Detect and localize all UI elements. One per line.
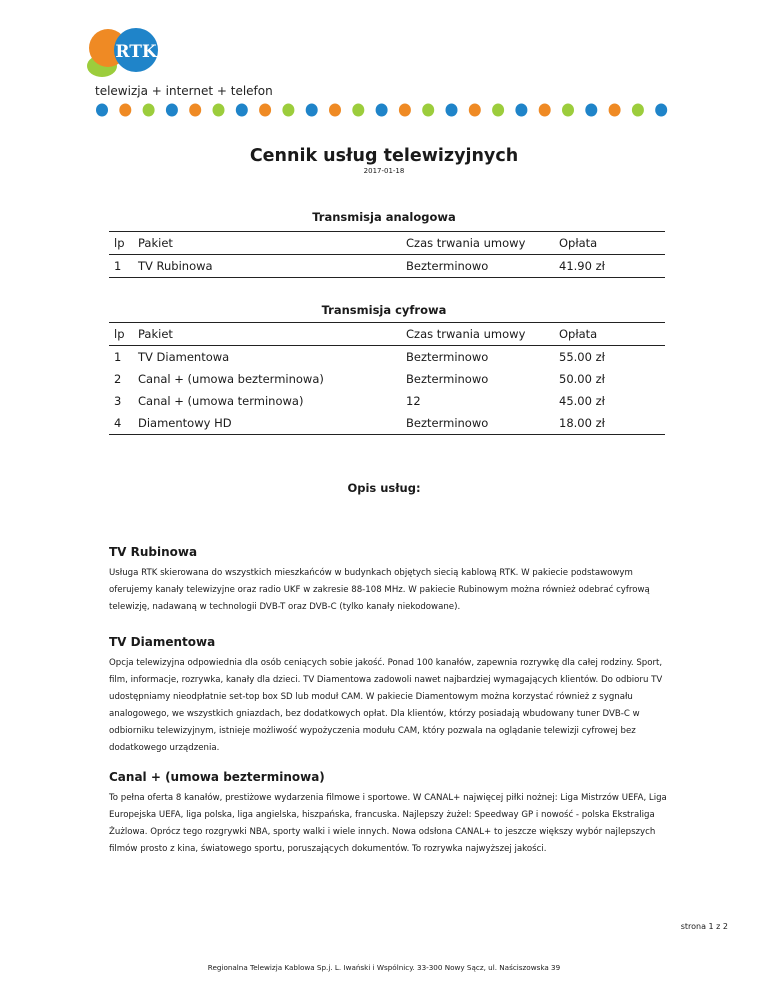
decorative-dot-row xyxy=(96,102,676,118)
col-lp-header: lp xyxy=(109,232,138,255)
cell-czas: Bezterminowo xyxy=(406,412,559,435)
page-title: Cennik usług telewizyjnych xyxy=(249,146,519,166)
description-text: Usługa RTK skierowana do wszystkich mieszkańców w budynkach objętych siecią kablową RTK. W pakiecie podstawowym oferujemy kanały telewizyjne oraz radio UKF w zakresie 88-108 MHz. W pakiecie Rubinowym można również odebrać cyfrową telewizję, nadawaną w technologii DVB-T oraz DVB-C (tylko kanały niekodowane). xyxy=(109,568,650,612)
description-text: Opcja telewizyjna odpowiednia dla osób ceniących sobie jakość. Ponad 100 kanałów, zapewnia rozrywkę dla całej rodziny. Sport, film, informacje, rozrywka, kanały dla dzieci. TV Diamentowa zadowoli nawet najbardziej wymagających klientów. Do odbioru TV udostępniamy nieodpłatnie set-top box SD lub moduł CAM. W pakiecie Diamentowym można korzystać również z sygnału analogowego, we wszystkich gniazdach, bez dodatkowych opłat. Dla klientów, którzy posiadają wbudowany tuner DVB-C w odbiorniku telewizyjnym, istnieje możliwość wypożyczenia modułu CAM, który pozwala na oglądanie telewizji cyfrowej bez dodatkowego urządzenia. xyxy=(109,658,663,753)
cell-oplata: 18.00 zł xyxy=(559,412,665,435)
analog-section-title: Transmisja analogowa xyxy=(312,210,456,224)
decorative-dot xyxy=(96,104,108,117)
decorative-dot xyxy=(422,104,434,117)
description-block xyxy=(109,770,669,858)
services-description-heading: Opis usług: xyxy=(347,481,421,495)
table-row xyxy=(109,412,665,435)
digital-section-title: Transmisja cyfrowa xyxy=(321,303,447,317)
cell-czas: Bezterminowo xyxy=(406,350,489,364)
col-czas-header: Czas trwania umowy xyxy=(406,232,559,255)
description-text: To pełna oferta 8 kanałów, prestiżowe wydarzenia filmowe i sportowe. W CANAL+ najwięcej piłki nożnej: Liga Mistrzów UEFA, Liga Europejska UEFA, liga polska, liga angielska, hiszpańska, francuska. Najlepszy żużel: Speedway GP i nowość - polska Ekstraliga Żużlowa. Oprócz tego rozgrywki NBA, sporty walki i wiele innych. Nowa odsłona CANAL+ to jeszcze większy wybór najlepszych filmów prosto z kina, światowego sportu, poruszających dokumentów. To rozrywka najwyższej jakości. xyxy=(109,793,667,854)
cell-pakiet: Diamentowy HD xyxy=(138,412,406,435)
cell-lp: 2 xyxy=(114,372,122,386)
decorative-dot xyxy=(306,104,318,117)
cell-oplata: 50.00 zł xyxy=(559,372,605,386)
decorative-dot xyxy=(376,104,388,117)
cell-oplata: 45.00 zł xyxy=(559,394,605,408)
tagline: telewizja + internet + telefon xyxy=(95,84,273,98)
logo-text: RTK xyxy=(115,42,157,62)
description-block xyxy=(109,545,669,616)
table-row xyxy=(109,255,665,278)
decorative-dot xyxy=(585,104,597,117)
cell-pakiet: Canal + (umowa terminowa) xyxy=(138,394,304,408)
decorative-dot xyxy=(492,104,504,117)
decorative-dot xyxy=(446,104,458,117)
rtk-logo xyxy=(86,26,166,78)
description-title: TV Diamentowa xyxy=(109,635,216,649)
analog-price-table xyxy=(109,231,665,278)
cell-oplata: 41.90 zł xyxy=(559,255,665,278)
decorative-dot xyxy=(282,104,294,117)
decorative-dot xyxy=(632,104,644,117)
table-row xyxy=(109,390,665,412)
col-oplata-header: Opłata xyxy=(559,232,665,255)
decorative-dot xyxy=(213,104,225,117)
table-row xyxy=(109,346,665,369)
decorative-dot xyxy=(352,104,364,117)
cell-czas: 12 xyxy=(406,394,421,408)
decorative-dot xyxy=(236,104,248,117)
digital-price-table xyxy=(109,322,665,435)
cell-lp: 3 xyxy=(114,394,122,408)
col-pakiet-header: Pakiet xyxy=(138,232,406,255)
decorative-dot xyxy=(399,104,411,117)
decorative-dot xyxy=(189,104,201,117)
decorative-dot xyxy=(655,104,667,117)
decorative-dot xyxy=(329,104,341,117)
description-title: TV Rubinowa xyxy=(109,545,198,559)
col-oplata-header: Opłata xyxy=(559,323,665,346)
decorative-dot xyxy=(143,104,155,117)
decorative-dot xyxy=(515,104,527,117)
page-number: strona 1 z 2 xyxy=(680,922,728,931)
decorative-dot xyxy=(166,104,178,117)
document-date: 2017-01-18 xyxy=(363,167,405,175)
decorative-dot xyxy=(609,104,621,117)
description-title: Canal + (umowa bezterminowa) xyxy=(109,770,325,784)
cell-czas: Bezterminowo xyxy=(406,372,489,386)
cell-pakiet: TV Diamentowa xyxy=(138,350,230,364)
decorative-dot xyxy=(469,104,481,117)
cell-lp: 1 xyxy=(114,350,122,364)
cell-lp: 1 xyxy=(109,255,138,278)
decorative-dot xyxy=(119,104,131,117)
company-footer: Regionalna Telewizja Kablowa Sp.j. L. Iwański i Wspólnicy. 33-300 Nowy Sącz, ul. Naściszowska 39 xyxy=(207,963,561,972)
table-header-row xyxy=(109,232,665,255)
table-row xyxy=(109,368,665,390)
cell-pakiet: TV Rubinowa xyxy=(138,255,406,278)
cell-pakiet: Canal + (umowa bezterminowa) xyxy=(138,372,324,386)
decorative-dot xyxy=(539,104,551,117)
cell-lp: 4 xyxy=(109,412,138,435)
cell-czas: Bezterminowo xyxy=(406,255,559,278)
description-block xyxy=(109,635,669,757)
col-lp-header: lp xyxy=(109,323,138,346)
decorative-dot xyxy=(259,104,271,117)
decorative-dot xyxy=(562,104,574,117)
col-pakiet-header: Pakiet xyxy=(138,323,406,346)
cell-oplata: 55.00 zł xyxy=(559,350,605,364)
table-header-row xyxy=(109,323,665,346)
col-czas-header: Czas trwania umowy xyxy=(406,323,559,346)
